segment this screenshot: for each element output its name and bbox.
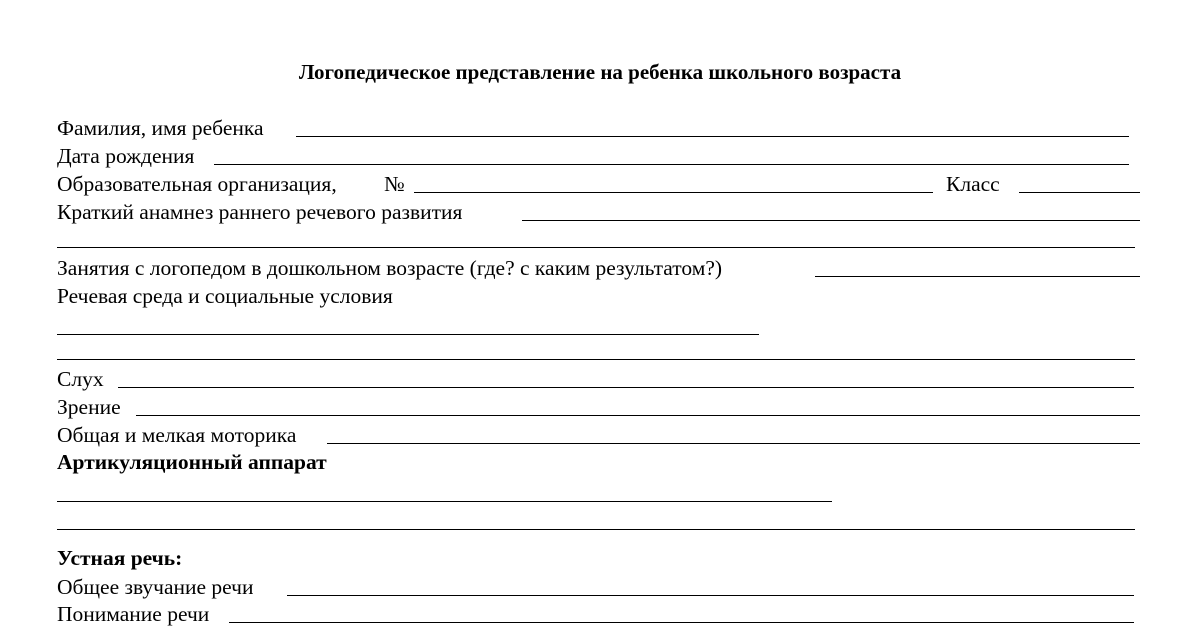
number-sign: № [384, 172, 405, 196]
field-child-name-label: Фамилия, имя ребенка [57, 116, 264, 140]
field-anamnesis-label: Краткий анамнез раннего речевого развития [57, 200, 463, 224]
section-oral-speech-heading: Устная речь: [57, 546, 183, 570]
articulation-blank-1[interactable] [57, 501, 832, 502]
field-comprehension [57, 601, 1137, 628]
comprehension-blank[interactable] [229, 622, 1134, 623]
field-overall-sound-label: Общее звучание речи [57, 575, 254, 599]
field-motor-skills-label: Общая и мелкая моторика [57, 423, 297, 447]
field-vision [57, 394, 1142, 421]
articulation-blank-2[interactable] [57, 529, 1135, 530]
overall-sound-blank[interactable] [287, 595, 1134, 596]
field-comprehension-label: Понимание речи [57, 602, 210, 626]
section-articulation-heading: Артикуляционный аппарат [57, 450, 327, 474]
articulation-line-1 [57, 481, 1137, 508]
class-blank[interactable] [1019, 192, 1140, 193]
field-anamnesis [57, 199, 1142, 226]
field-preschool-therapy-label: Занятия с логопедом в дошкольном возрасте (где? с каким результатом?) [57, 256, 723, 280]
field-overall-sound [57, 574, 1137, 601]
articulation-line-2 [57, 509, 1137, 536]
field-speech-environment [57, 283, 1137, 310]
field-speech-environment-label: Речевая среда и социальные условия [57, 284, 393, 308]
speech-environment-line-1 [57, 314, 1137, 341]
birth-date-blank[interactable] [214, 164, 1129, 165]
field-motor-skills [57, 422, 1142, 449]
anamnesis-continuation [57, 227, 1137, 254]
field-birth-date-label: Дата рождения [57, 144, 195, 168]
field-hearing [57, 366, 1137, 393]
anamnesis-continuation-blank[interactable] [57, 247, 1135, 248]
field-preschool-therapy [57, 255, 1142, 282]
speech-environment-line-2 [57, 339, 1137, 366]
speech-environment-blank-2[interactable] [57, 359, 1135, 360]
field-vision-label: Зрение [57, 395, 121, 419]
school-number-blank[interactable] [414, 192, 933, 193]
section-oral-speech [57, 545, 1137, 572]
motor-skills-blank[interactable] [327, 443, 1140, 444]
speech-environment-blank-1[interactable] [57, 334, 759, 335]
field-hearing-label: Слух [57, 367, 104, 391]
hearing-blank[interactable] [118, 387, 1134, 388]
preschool-therapy-blank[interactable] [815, 276, 1140, 277]
field-child-name [57, 115, 1137, 142]
field-birth-date [57, 143, 1137, 170]
anamnesis-blank[interactable] [522, 220, 1140, 221]
field-class-label: Класс [946, 172, 1000, 196]
document-title: Логопедическое представление на ребенка школьного возраста [298, 60, 902, 84]
field-school-label: Образовательная организация, [57, 172, 337, 196]
field-school [57, 171, 1142, 198]
section-articulation [57, 449, 1137, 476]
vision-blank[interactable] [136, 415, 1140, 416]
child-name-blank[interactable] [296, 136, 1129, 137]
